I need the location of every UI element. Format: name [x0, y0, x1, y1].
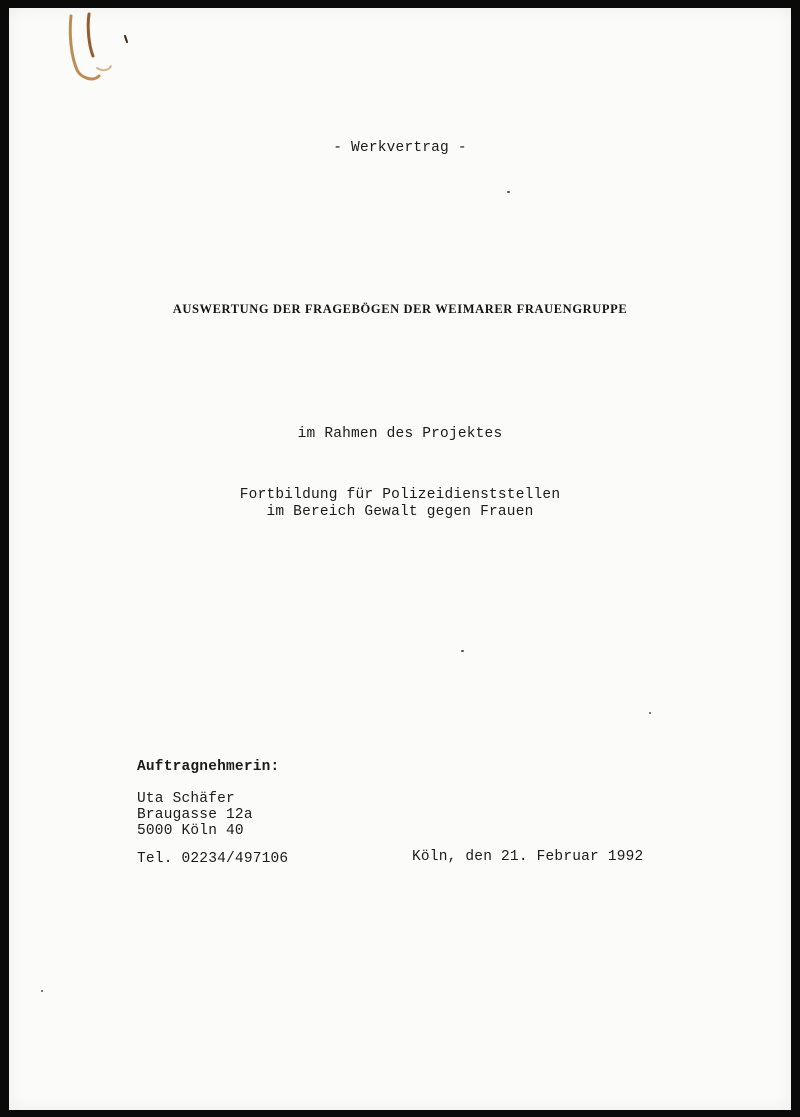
contractor-name: Uta Schäfer: [137, 791, 235, 807]
contractor-street: Braugasse 12a: [137, 807, 253, 823]
contractor-phone: Tel. 02234/497106: [137, 851, 289, 867]
paper-speck: [41, 990, 43, 992]
paper-speck: [649, 712, 651, 714]
project-intro: im Rahmen des Projektes: [297, 426, 503, 442]
paper-speck: [507, 191, 510, 193]
paper-speck: [461, 650, 464, 652]
document-header: - Werkvertrag -: [333, 140, 467, 156]
project-name-line-1: Fortbildung für Polizeidienststellen: [239, 487, 561, 503]
contractor-label: Auftragnehmerin:: [137, 759, 280, 775]
document-date: Köln, den 21. Februar 1992: [412, 849, 644, 865]
document-title: AUSWERTUNG DER FRAGEBÖGEN DER WEIMARER FRAUENGRUPPE: [172, 302, 628, 316]
document-page: [9, 8, 791, 1110]
project-name-line-2: im Bereich Gewalt gegen Frauen: [266, 504, 534, 520]
staple-mark-icon: [65, 12, 135, 84]
contractor-city: 5000 Köln 40: [137, 823, 244, 839]
